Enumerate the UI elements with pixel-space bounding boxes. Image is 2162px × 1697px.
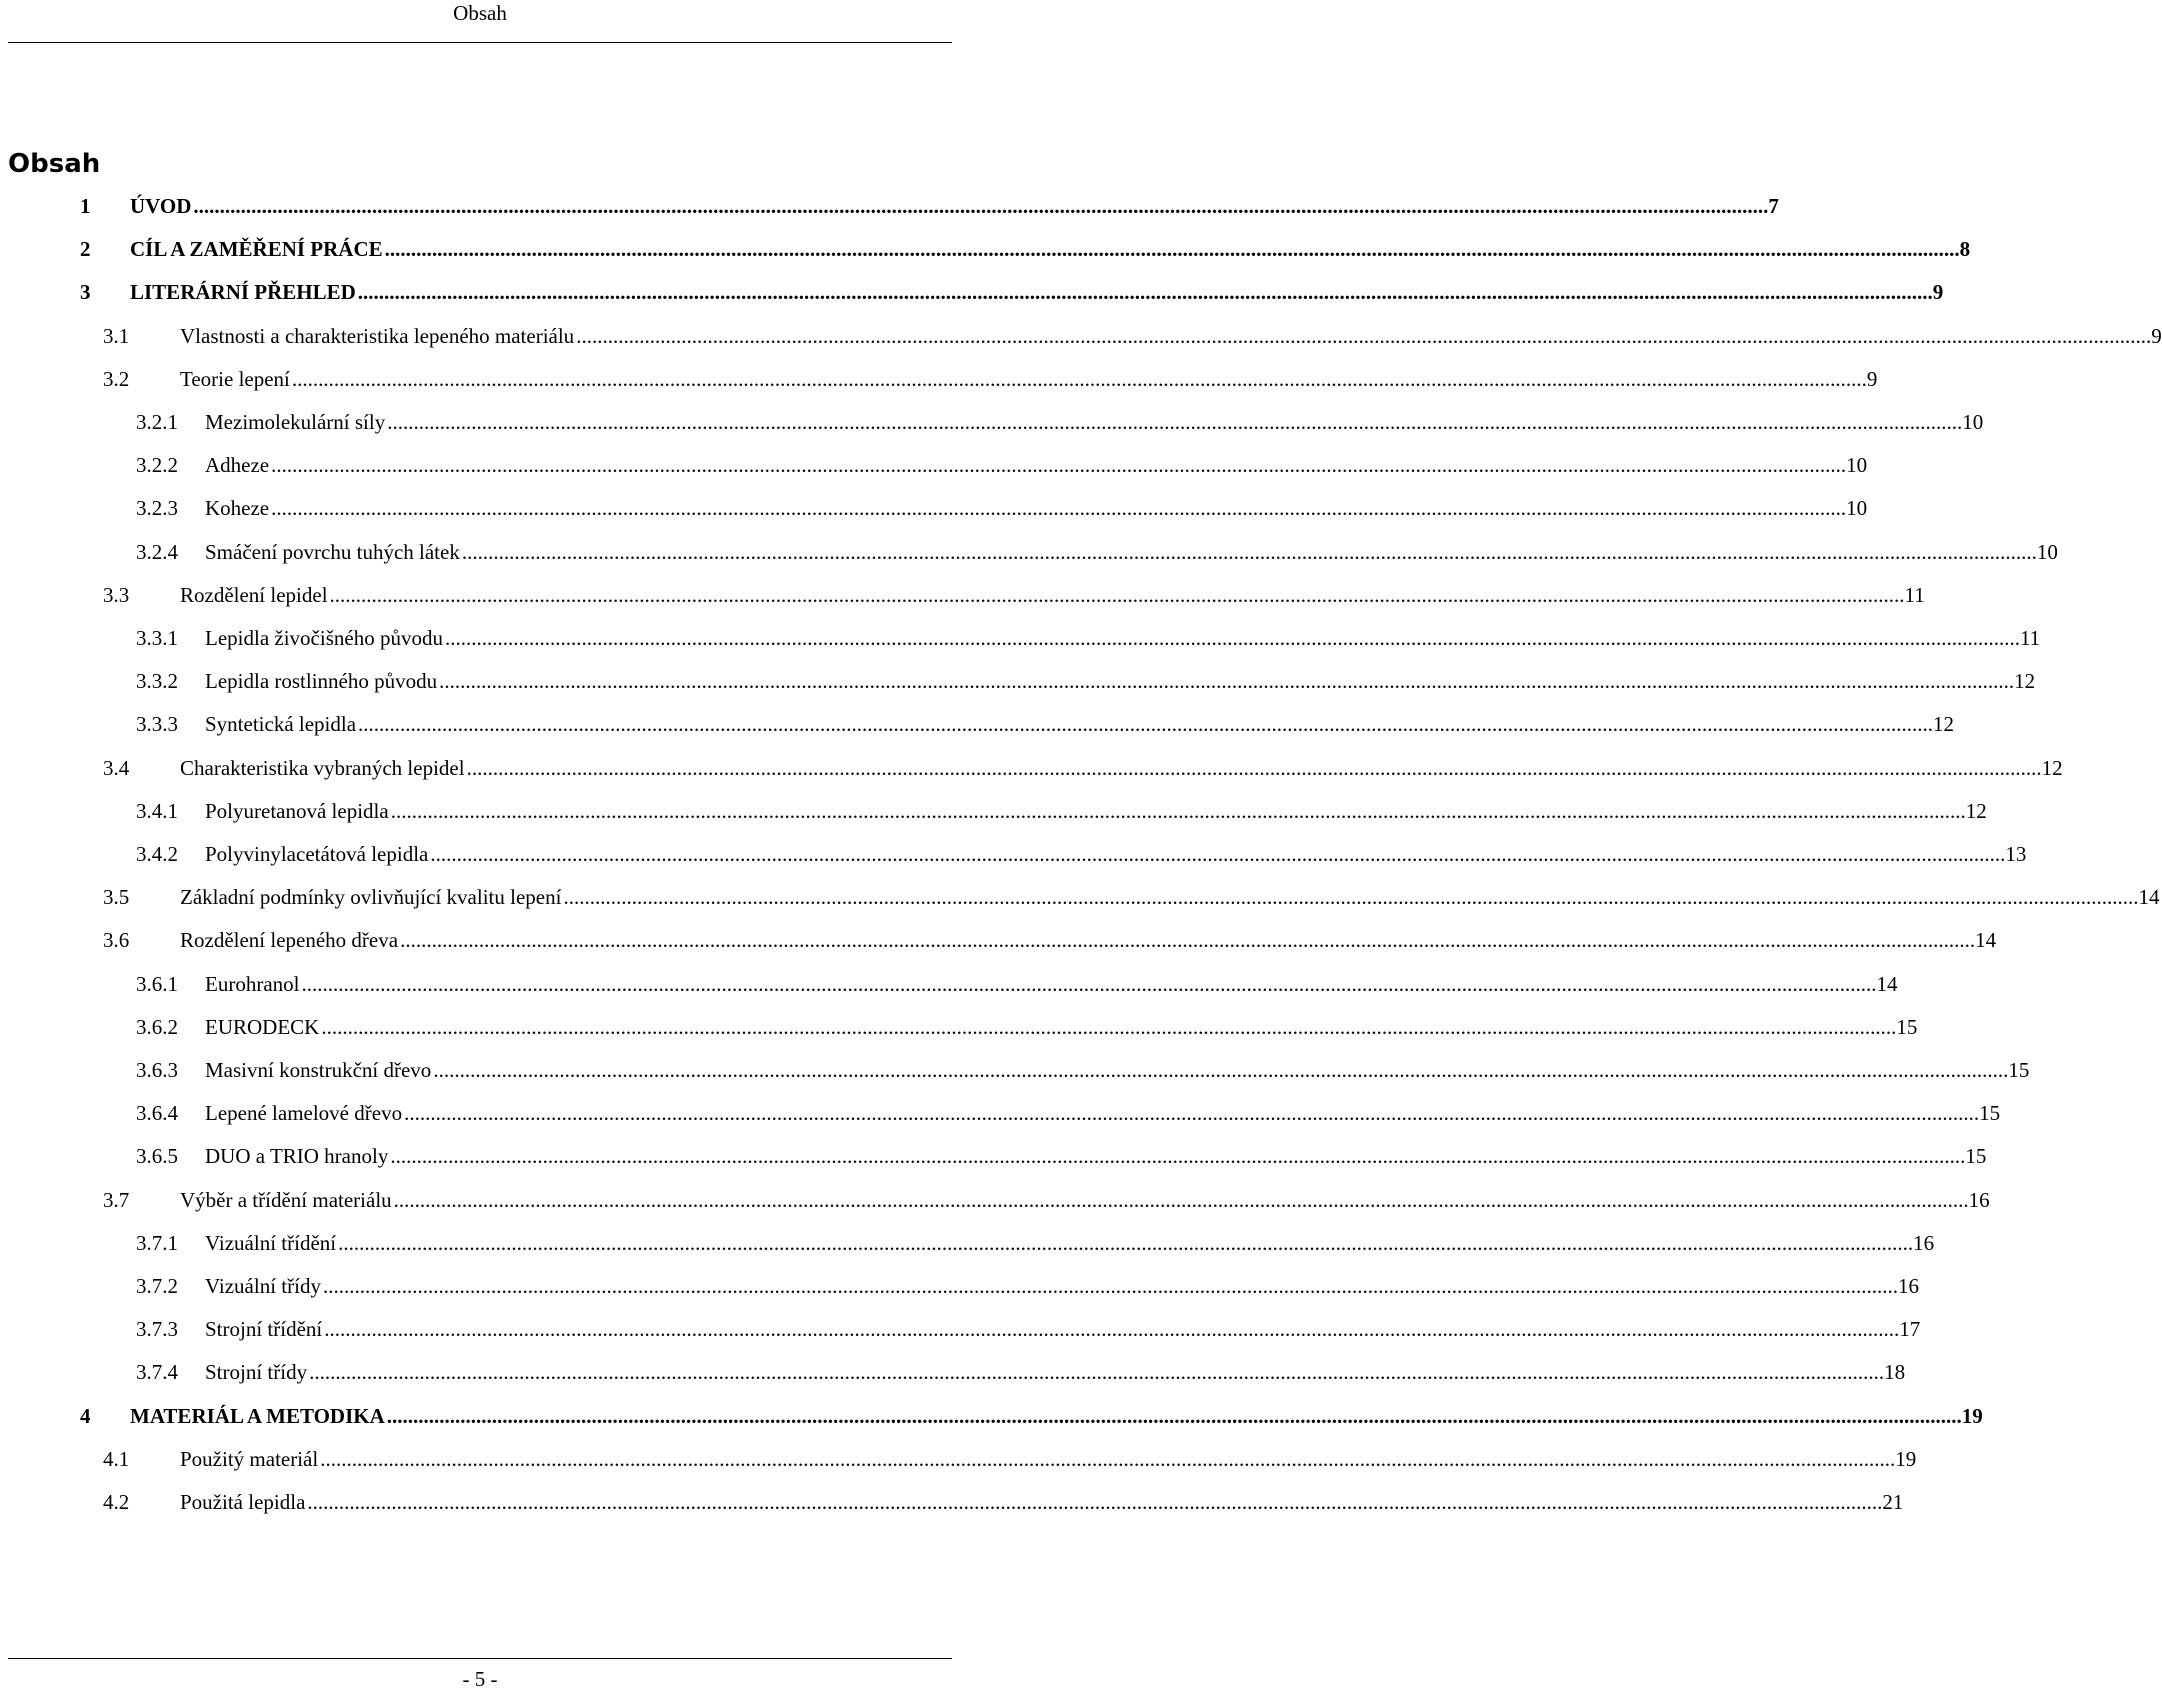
- toc-entry-number: 3.7.3: [136, 1317, 178, 1341]
- toc-entry-page: 19: [1895, 1447, 1917, 1471]
- footer-divider: [8, 1658, 952, 1659]
- toc-dot-leader: ............................................................................................................................................................................................................................................................................................................: [439, 669, 2015, 693]
- toc-entry-number: 3.3.2: [136, 669, 178, 693]
- toc-entry[interactable]: [0, 791, 1987, 831]
- toc-entry-page: 15: [1979, 1101, 2001, 1125]
- toc-entry[interactable]: [0, 920, 1997, 960]
- toc-entry-title: Vizuální třídy: [205, 1274, 321, 1298]
- toc-entry-line: [205, 834, 2027, 874]
- toc-entry-number: 3.2.4: [136, 540, 178, 564]
- toc-entry-title: Rozdělení lepeného dřeva: [180, 928, 399, 952]
- toc-entry-number: 3.3.3: [136, 712, 178, 736]
- toc-entry[interactable]: [0, 1136, 1987, 1176]
- toc-entry-title: Adheze: [205, 453, 270, 477]
- running-header: Obsah: [453, 1, 507, 25]
- toc-entry-line: [180, 1482, 1904, 1522]
- toc-entry[interactable]: [0, 402, 1984, 442]
- toc-dot-leader: ............................................................................................................................................................................................................................................................................................................: [466, 756, 2042, 780]
- toc-entry[interactable]: [0, 445, 1868, 485]
- toc-dot-leader: ............................................................................................................................................................................................................................................................................................................: [307, 1490, 1883, 1514]
- toc-entry-number: 3.4: [103, 756, 130, 780]
- toc-entry[interactable]: [0, 1007, 1918, 1047]
- toc-entry-title: EURODECK: [205, 1015, 320, 1039]
- toc-entry-number: 3.7.4: [136, 1360, 178, 1384]
- toc-entry-number: 4.1: [103, 1447, 130, 1471]
- toc-entry[interactable]: [0, 704, 1955, 744]
- toc-entry-line: [205, 488, 1868, 528]
- toc-entry-title: LITERÁRNÍ PŘEHLED: [130, 280, 356, 304]
- toc-entry[interactable]: [0, 1266, 1919, 1306]
- toc-dot-leader: ............................................................................................................................................................................................................................................................................................................: [271, 496, 1847, 520]
- toc-entry[interactable]: [0, 834, 2027, 874]
- toc-entry-page: 21: [1882, 1490, 1904, 1514]
- toc-entry[interactable]: [0, 1309, 1921, 1349]
- toc-entry-page: 12: [2014, 669, 2036, 693]
- toc-dot-leader: ............................................................................................................................................................................................................................................................................................................: [390, 799, 1966, 823]
- toc-entry-title: Vlastnosti a charakteristika lepeného materiálu: [180, 324, 575, 348]
- toc-entry-page: 8: [1959, 237, 1971, 261]
- toc-dot-leader: ............................................................................................................................................................................................................................................................................................................: [271, 453, 1847, 477]
- toc-entry-line: [205, 1266, 1919, 1306]
- toc-dot-leader: ............................................................................................................................................................................................................................................................................................................: [404, 1101, 1980, 1125]
- toc-dot-leader: ............................................................................................................................................................................................................................................................................................................: [576, 324, 2152, 348]
- toc-entry-number: 3.5: [103, 885, 130, 909]
- toc-dot-leader: ............................................................................................................................................................................................................................................................................................................: [384, 237, 1960, 261]
- toc-entry-number: 3.3: [103, 583, 130, 607]
- toc-entry-line: [205, 1309, 1921, 1349]
- toc-entry[interactable]: [0, 272, 1944, 312]
- toc-entry-page: 15: [2008, 1058, 2030, 1082]
- toc-entry-page: 9: [1932, 280, 1944, 304]
- toc-entry-page: 14: [1876, 972, 1898, 996]
- toc-entry-number: 3.6.4: [136, 1101, 178, 1125]
- toc-entry-line: [205, 1223, 1935, 1263]
- toc-entry-number: 3: [80, 280, 91, 304]
- toc-entry-number: 2: [80, 237, 91, 261]
- toc-entry-line: [130, 1396, 1983, 1436]
- toc-entry-page: 7: [1768, 194, 1779, 218]
- toc-entry-title: Výběr a třídění materiálu: [180, 1188, 392, 1212]
- toc-entry-page: 12: [1933, 712, 1955, 736]
- toc-entry-number: 3.7: [103, 1188, 130, 1212]
- toc-dot-leader: ............................................................................................................................................................................................................................................................................................................: [320, 1447, 1896, 1471]
- toc-entry-page: 10: [1962, 410, 1984, 434]
- toc-dot-leader: ............................................................................................................................................................................................................................................................................................................: [387, 410, 1963, 434]
- toc-entry-title: Eurohranol: [205, 972, 300, 996]
- toc-entry-title: ÚVOD: [130, 194, 192, 218]
- toc-entry-line: [130, 186, 1779, 226]
- toc-entry-number: 3.4.2: [136, 842, 178, 866]
- toc-entry-title: Polyvinylacetátová lepidla: [205, 842, 429, 866]
- toc-entry-line: [205, 704, 1955, 744]
- page-number: - 5 -: [462, 1667, 498, 1691]
- toc-entry[interactable]: [0, 488, 1868, 528]
- toc-dot-leader: ............................................................................................................................................................................................................................................................................................................: [433, 1058, 2009, 1082]
- toc-entry-line: [130, 229, 1971, 269]
- toc-entry-title: Rozdělení lepidel: [180, 583, 328, 607]
- toc-entry[interactable]: [0, 748, 2063, 788]
- toc-entry-page: 15: [1965, 1144, 1987, 1168]
- toc-entry-page: 10: [2036, 540, 2058, 564]
- toc-entry[interactable]: [0, 1223, 1935, 1263]
- toc-entry-page: 14: [1975, 928, 1997, 952]
- toc-dot-leader: ............................................................................................................................................................................................................................................................................................................: [329, 583, 1905, 607]
- toc-entry[interactable]: [0, 229, 1971, 269]
- toc-entry-title: Syntetická lepidla: [205, 712, 357, 736]
- toc-entry-line: [180, 316, 2162, 356]
- toc-entry-title: Použitá lepidla: [180, 1490, 306, 1514]
- toc-entry-line: [205, 402, 1984, 442]
- toc-entry-line: [180, 877, 2160, 917]
- toc-heading: Obsah: [8, 149, 101, 179]
- toc-dot-leader: ............................................................................................................................................................................................................................................................................................................: [393, 1188, 1969, 1212]
- toc-entry-number: 3.4.1: [136, 799, 178, 823]
- toc-entry-line: [205, 445, 1868, 485]
- toc-entry-title: CÍL A ZAMĚŘENÍ PRÁCE: [130, 237, 383, 261]
- toc-entry-line: [205, 1136, 1987, 1176]
- toc-dot-leader: ............................................................................................................................................................................................................................................................................................................: [291, 367, 1867, 391]
- toc-entry-line: [180, 748, 2063, 788]
- toc-entry-title: Masivní konstrukční dřevo: [205, 1058, 432, 1082]
- toc-dot-leader: ............................................................................................................................................................................................................................................................................................................: [400, 928, 1976, 952]
- toc-entry-page: 10: [1846, 496, 1868, 520]
- toc-entry-title: Lepidla rostlinného původu: [205, 669, 438, 693]
- toc-dot-leader: ............................................................................................................................................................................................................................................................................................................: [321, 1015, 1897, 1039]
- toc-entry[interactable]: [0, 1180, 1990, 1220]
- toc-entry-page: 16: [1913, 1231, 1935, 1255]
- toc-entry-page: 9: [2151, 324, 2162, 348]
- toc-entry-title: Vizuální třídění: [205, 1231, 337, 1255]
- toc-entry-line: [180, 575, 1925, 615]
- toc-entry[interactable]: [0, 359, 1878, 399]
- toc-entry-number: 3.6.1: [136, 972, 178, 996]
- toc-entry-title: DUO a TRIO hranoly: [205, 1144, 389, 1168]
- toc-entry[interactable]: [0, 1439, 1917, 1479]
- toc-dot-leader: ............................................................................................................................................................................................................................................................................................................: [324, 1317, 1900, 1341]
- toc-dot-leader: ............................................................................................................................................................................................................................................................................................................: [193, 194, 1769, 218]
- toc-entry-line: [205, 1050, 2030, 1090]
- toc-dot-leader: ............................................................................................................................................................................................................................................................................................................: [322, 1274, 1898, 1298]
- toc-entry[interactable]: [0, 618, 2041, 658]
- toc-entry-title: Charakteristika vybraných lepidel: [180, 756, 465, 780]
- toc-entry-page: 15: [1896, 1015, 1918, 1039]
- toc-entry-line: [205, 532, 2058, 572]
- toc-dot-leader: ............................................................................................................................................................................................................................................................................................................: [461, 540, 2037, 564]
- toc-entry-number: 3.6: [103, 928, 130, 952]
- toc-dot-leader: ............................................................................................................................................................................................................................................................................................................: [338, 1231, 1914, 1255]
- toc-entry-line: [205, 1007, 1918, 1047]
- toc-entry-line: [180, 1180, 1990, 1220]
- toc-entry[interactable]: [0, 1396, 1983, 1436]
- toc-entry-line: [205, 1352, 1906, 1392]
- toc-dot-leader: ............................................................................................................................................................................................................................................................................................................: [386, 1404, 1962, 1428]
- toc-entry-line: [180, 359, 1878, 399]
- toc-entry[interactable]: [0, 1352, 1906, 1392]
- toc-entry-page: 16: [1897, 1274, 1919, 1298]
- toc-dot-leader: ............................................................................................................................................................................................................................................................................................................: [358, 712, 1934, 736]
- toc-entry-line: [205, 661, 2036, 701]
- toc-dot-leader: ............................................................................................................................................................................................................................................................................................................: [357, 280, 1933, 304]
- toc-entry-number: 3.6.2: [136, 1015, 178, 1039]
- toc-dot-leader: ............................................................................................................................................................................................................................................................................................................: [301, 972, 1877, 996]
- toc-entry-title: Teorie lepení: [180, 367, 290, 391]
- toc-entry-line: [180, 920, 1997, 960]
- toc-entry-line: [130, 272, 1944, 312]
- toc-entry-number: 3.1: [103, 324, 130, 348]
- toc-dot-leader: ............................................................................................................................................................................................................................................................................................................: [444, 626, 2020, 650]
- toc-entry-number: 4.2: [103, 1490, 130, 1514]
- toc-entry[interactable]: [0, 186, 1779, 226]
- toc-entry[interactable]: [0, 1093, 2001, 1133]
- toc-entry[interactable]: [0, 661, 2036, 701]
- toc-dot-leader: ............................................................................................................................................................................................................................................................................................................: [309, 1360, 1885, 1384]
- toc-entry-title: Lepidla živočišného původu: [205, 626, 443, 650]
- toc-entry-line: [180, 1439, 1917, 1479]
- toc-entry-page: 18: [1884, 1360, 1906, 1384]
- toc-entry-title: Lepené lamelové dřevo: [205, 1101, 403, 1125]
- toc-entry[interactable]: [0, 964, 1898, 1004]
- header-divider: [8, 42, 952, 43]
- toc-entry-page: 9: [1866, 367, 1878, 391]
- toc-entry-page: 12: [2041, 756, 2063, 780]
- toc-entry-number: 3.2: [103, 367, 130, 391]
- toc-entry-number: 4: [80, 1404, 91, 1428]
- toc-entry[interactable]: [0, 1050, 2030, 1090]
- toc-entry-page: 11: [2019, 626, 2041, 650]
- toc-entry[interactable]: [0, 575, 1925, 615]
- toc-entry[interactable]: [0, 877, 2160, 917]
- toc-entry-page: 19: [1961, 1404, 1983, 1428]
- toc-entry-page: 12: [1965, 799, 1987, 823]
- toc-entry-line: [205, 618, 2041, 658]
- toc-entry-title: Polyuretanová lepidla: [205, 799, 389, 823]
- toc-dot-leader: ............................................................................................................................................................................................................................................................................................................: [430, 842, 2006, 866]
- toc-entry[interactable]: [0, 1482, 1904, 1522]
- toc-entry-title: Strojní třídění: [205, 1317, 323, 1341]
- toc-entry-title: MATERIÁL A METODIKA: [130, 1404, 385, 1428]
- toc-entry-page: 10: [1846, 453, 1868, 477]
- toc-entry-number: 3.2.3: [136, 496, 178, 520]
- toc-entry-line: [205, 791, 1987, 831]
- toc-entry-title: Strojní třídy: [205, 1360, 308, 1384]
- toc-dot-leader: ............................................................................................................................................................................................................................................................................................................: [563, 885, 2139, 909]
- toc-entry[interactable]: [0, 316, 2162, 356]
- toc-entry-title: Použitý materiál: [180, 1447, 319, 1471]
- toc-entry[interactable]: [0, 532, 2058, 572]
- toc-entry-page: 17: [1899, 1317, 1921, 1341]
- toc-dot-leader: ............................................................................................................................................................................................................................................................................................................: [390, 1144, 1966, 1168]
- toc-entry-title: Mezimolekulární síly: [205, 410, 386, 434]
- toc-entry-number: 3.2.2: [136, 453, 178, 477]
- toc-entry-page: 11: [1904, 583, 1925, 607]
- toc-entry-number: 3.3.1: [136, 626, 178, 650]
- toc-entry-number: 3.7.1: [136, 1231, 178, 1255]
- toc-entry-number: 1: [80, 194, 91, 218]
- toc-entry-number: 3.7.2: [136, 1274, 178, 1298]
- toc-entry-page: 13: [2005, 842, 2027, 866]
- toc-entry-number: 3.6.5: [136, 1144, 178, 1168]
- toc-entry-title: Smáčení povrchu tuhých látek: [205, 540, 460, 564]
- toc-entry-title: Základní podmínky ovlivňující kvalitu lepení: [180, 885, 562, 909]
- toc-entry-line: [205, 964, 1898, 1004]
- toc-entry-page: 14: [2138, 885, 2160, 909]
- toc-entry-number: 3.6.3: [136, 1058, 178, 1082]
- toc-entry-page: 16: [1968, 1188, 1990, 1212]
- toc-entry-line: [205, 1093, 2001, 1133]
- toc-entry-title: Koheze: [205, 496, 270, 520]
- toc-entry-number: 3.2.1: [136, 410, 178, 434]
